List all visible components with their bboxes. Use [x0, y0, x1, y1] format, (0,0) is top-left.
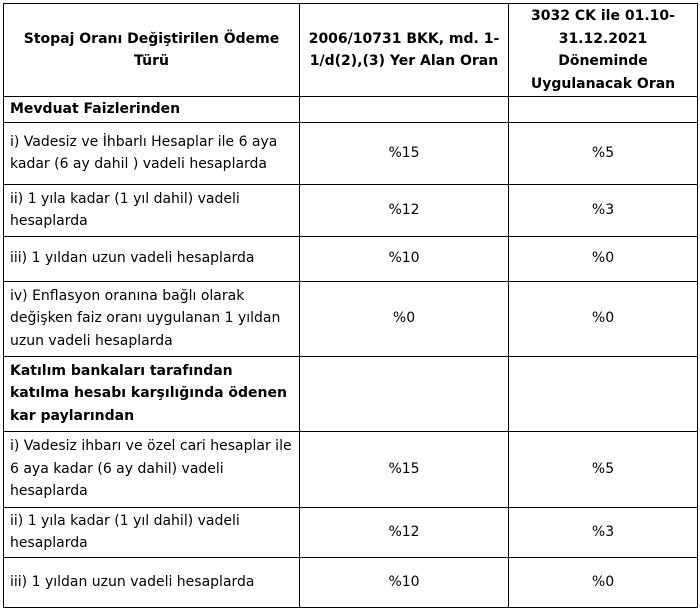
section-row [4, 97, 698, 123]
new-rate-cell: %0 [509, 236, 698, 281]
section-row [4, 356, 698, 431]
table-row [4, 122, 698, 184]
empty-cell [300, 97, 509, 123]
empty-cell [509, 356, 698, 431]
row-label: ii) 1 yıla kadar (1 yıl dahil) vadeli hesaplarda [4, 184, 300, 236]
header-new-rate: 3032 CK ile 01.10-31.12.2021 Döneminde Uygulanacak Oran [509, 4, 698, 97]
old-rate-cell: %10 [300, 236, 509, 281]
table-row [4, 184, 698, 236]
new-rate-cell: %5 [509, 431, 698, 507]
table-row [4, 236, 698, 281]
header-old-rate: 2006/10731 BKK, md. 1-1/d(2),(3) Yer Alan Oran [300, 4, 509, 97]
old-rate-cell: %10 [300, 557, 509, 607]
section-title: Mevduat Faizlerinden [4, 97, 300, 123]
empty-cell [300, 356, 509, 431]
old-rate-cell: %12 [300, 184, 509, 236]
new-rate-cell: %3 [509, 184, 698, 236]
old-rate-cell: %15 [300, 431, 509, 507]
old-rate-cell: %12 [300, 507, 509, 557]
row-label: i) Vadesiz ve İhbarlı Hesaplar ile 6 aya kadar (6 ay dahil ) vadeli hesaplarda [4, 122, 300, 184]
new-rate-cell: %0 [509, 281, 698, 356]
new-rate-cell: %0 [509, 557, 698, 607]
row-label: iv) Enflasyon oranına bağlı olarak değişken faiz oranı uygulanan 1 yıldan uzun vadeli hesaplarda [4, 281, 300, 356]
table-row [4, 557, 698, 607]
old-rate-cell: %15 [300, 122, 509, 184]
new-rate-cell: %3 [509, 507, 698, 557]
row-label: iii) 1 yıldan uzun vadeli hesaplarda [4, 236, 300, 281]
withholding-rate-table [3, 3, 698, 608]
section-title: Katılım bankaları tarafından katılma hesabı karşılığında ödenen kar paylarından [4, 356, 300, 431]
table-row [4, 507, 698, 557]
row-label: i) Vadesiz ihbarı ve özel cari hesaplar ile 6 aya kadar (6 ay dahil) vadeli hesaplarda [4, 431, 300, 507]
row-label: ii) 1 yıla kadar (1 yıl dahil) vadeli hesaplarda [4, 507, 300, 557]
old-rate-cell: %0 [300, 281, 509, 356]
table-row [4, 281, 698, 356]
new-rate-cell: %5 [509, 122, 698, 184]
row-label: iii) 1 yıldan uzun vadeli hesaplarda [4, 557, 300, 607]
header-row [4, 4, 698, 97]
table-row [4, 431, 698, 507]
empty-cell [509, 97, 698, 123]
header-payment-type: Stopaj Oranı Değiştirilen Ödeme Türü [4, 4, 300, 97]
